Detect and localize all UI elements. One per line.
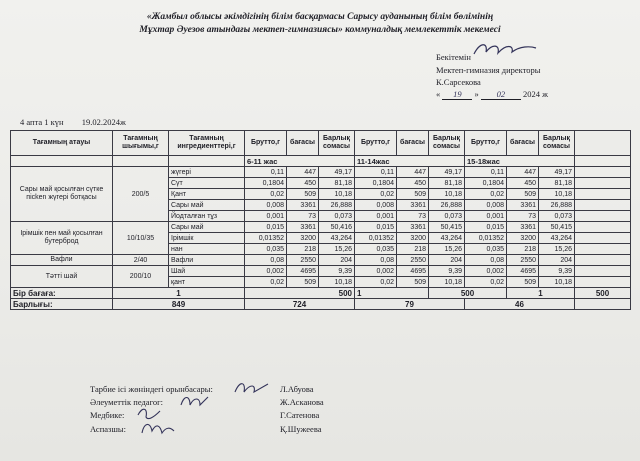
approval-day: 19 [442,89,472,100]
col-total-1: Барлық сомасы [319,131,355,156]
total-value: 43,264 [429,233,465,244]
institution-title-line-2: Мұхтар Әуезов атындағы мектеп-гимназиясы» коммуналдық мемлекеттік мекемесі [139,25,501,35]
total-value: 15,26 [429,244,465,255]
gross-value: 0,002 [245,266,287,277]
price-value: 2550 [287,255,319,266]
menu-date-line [20,117,126,127]
gross-value: 0,035 [355,244,397,255]
dish-name: Сары май қосылған сүтке пісken жүгері ботқасы [11,167,113,222]
col-spacer [575,131,631,156]
signature-social-pedagogue [178,393,212,411]
total-value: 26,888 [429,200,465,211]
price-value: 450 [287,178,319,189]
col-dish: Тағамның атауы [11,131,113,156]
week-day-label: 4 апта 1 күн [20,117,64,127]
ingredient-name: Қант [169,189,245,200]
gross-value: 0,02 [245,189,287,200]
gross-value: 0,02 [355,189,397,200]
total-all-row: Барлығы: 849 724 79 46 [11,299,631,310]
ingredient-name: Сүт [169,178,245,189]
price-value: 3361 [507,200,539,211]
col-gross-3: Брутто,г [465,131,507,156]
ingredient-row [11,167,631,178]
ingredient-name: Сары май [169,222,245,233]
staff-name-social-pedagogue: Ж.Асканова [280,397,324,407]
total-value: 50,415 [539,222,575,233]
total-value: 10,18 [539,277,575,288]
col-price-1: бағасы [287,131,319,156]
col-price-2: бағасы [397,131,429,156]
price-value: 2550 [507,255,539,266]
gross-value: 0,035 [245,244,287,255]
gross-value: 0,1804 [465,178,507,189]
price-value: 3200 [397,233,429,244]
total-value: 204 [539,255,575,266]
price-value: 3200 [287,233,319,244]
gross-value: 0,08 [465,255,507,266]
staff-role-deputy: Тарбие ісі жөніндегі орынбасары: [90,384,213,394]
institution-title-line-1: «Жамбыл облысы әкімдігінің білім басқармасы Сарысу ауданының білім бөлімінің [146,12,494,22]
price-value: 73 [507,211,539,222]
gross-value: 0,08 [355,255,397,266]
price-value: 218 [507,244,539,255]
staff-name-deputy: Л.Абуова [280,384,314,394]
ingredient-name: жүгері [169,167,245,178]
gross-value: 0,02 [465,189,507,200]
gross-value: 0,002 [465,266,507,277]
gross-value: 0,035 [465,244,507,255]
staff-role-social-pedagogue: Әлеуметтік педагог: [90,397,163,407]
gross-value: 0,11 [355,167,397,178]
price-value: 218 [287,244,319,255]
price-value: 73 [287,211,319,222]
ingredient-name: Вафли [169,255,245,266]
total-value: 50,416 [319,222,355,233]
dish-name: Вафли [11,255,113,266]
gross-value: 0,008 [465,200,507,211]
price-value: 4695 [397,266,429,277]
ingredient-name: Ірімшік [169,233,245,244]
price-value: 509 [507,189,539,200]
menu-table [10,130,631,310]
signature-deputy [232,378,272,398]
total-all-label: Барлығы: [11,299,113,310]
staff-role-cook: Аспазшы: [90,424,126,434]
gross-value: 0,02 [355,277,397,288]
total-value: 204 [429,255,465,266]
gross-value: 0,1804 [245,178,287,189]
col-price-3: бағасы [507,131,539,156]
price-value: 447 [397,167,429,178]
price-value: 509 [287,189,319,200]
gross-value: 0,008 [355,200,397,211]
price-value: 3361 [287,222,319,233]
total-value: 204 [319,255,355,266]
total-value: 10,18 [319,189,355,200]
ingredient-row [11,266,631,277]
total-value: 26,888 [319,200,355,211]
approval-date: « 19 » 02 2024 ж [436,89,548,99]
menu-date: 19.02.2024ж [81,117,126,127]
price-value: 509 [287,277,319,288]
gross-value: 0,002 [355,266,397,277]
table-header-row [11,131,631,156]
approval-year: 2024 ж [523,89,548,99]
total-value: 49,17 [539,167,575,178]
price-value: 2550 [397,255,429,266]
gross-value: 0,015 [465,222,507,233]
total-value: 81,18 [539,178,575,189]
total-value: 49,17 [429,167,465,178]
staff-name-nurse: Г.Сатенова [280,410,320,420]
gross-value: 0,001 [355,211,397,222]
total-value: 9,39 [429,266,465,277]
staff-role-nurse: Медбике: [90,410,125,420]
gross-value: 0,01352 [245,233,287,244]
price-value: 447 [507,167,539,178]
ingredient-name: қант [169,277,245,288]
price-value: 73 [397,211,429,222]
ingredient-name: Сары май [169,200,245,211]
col-total-3: Барлық сомасы [539,131,575,156]
dish-name: Тәтті шай [11,266,113,288]
price-value: 509 [507,277,539,288]
gross-value: 0,01352 [355,233,397,244]
approval-month: 02 [481,89,521,100]
dish-yield: 2/40 [113,255,169,266]
total-value: 81,18 [319,178,355,189]
ingredient-name: нан [169,244,245,255]
gross-value: 0,02 [465,277,507,288]
approval-position: Мектеп-гимназия директоры [436,65,541,75]
price-value: 3200 [507,233,539,244]
price-value: 3361 [397,222,429,233]
gross-value: 0,11 [245,167,287,178]
total-value: 10,18 [319,277,355,288]
gross-value: 0,1804 [355,178,397,189]
price-value: 218 [397,244,429,255]
price-value: 3361 [397,200,429,211]
total-value: 49,17 [319,167,355,178]
price-value: 509 [397,189,429,200]
signature-cook [138,419,178,439]
total-value: 43,264 [319,233,355,244]
age-group-row [11,156,631,167]
approval-name: К.Сарсекова [436,77,481,87]
ingredient-name: Шай [169,266,245,277]
col-gross-2: Брутто,г [355,131,397,156]
gross-value: 0,11 [465,167,507,178]
gross-value: 0,015 [245,222,287,233]
price-value: 450 [397,178,429,189]
gross-value: 0,08 [245,255,287,266]
price-value: 4695 [287,266,319,277]
approval-label: Бекітемін [436,52,471,62]
total-value: 15,26 [319,244,355,255]
total-value: 0,073 [539,211,575,222]
total-one-label: Бір бағаға: [11,288,113,299]
dish-name: Ірімшік пен май қосылған бутерброд [11,222,113,255]
total-value: 0,073 [319,211,355,222]
dish-yield: 200/10 [113,266,169,288]
total-value: 50,415 [429,222,465,233]
gross-value: 0,008 [245,200,287,211]
total-value: 9,39 [539,266,575,277]
price-value: 509 [397,277,429,288]
total-value: 0,073 [429,211,465,222]
gross-value: 0,001 [245,211,287,222]
dish-yield: 200/5 [113,167,169,222]
gross-value: 0,01352 [465,233,507,244]
ingredient-row [11,255,631,266]
price-value: 3361 [287,200,319,211]
age-group-3: 15-18жас [465,156,575,167]
total-value: 81,18 [429,178,465,189]
gross-value: 0,015 [355,222,397,233]
total-value: 10,18 [429,189,465,200]
total-value: 43,264 [539,233,575,244]
gross-value: 0,02 [245,277,287,288]
age-group-1: 6-11 жас [245,156,355,167]
price-value: 447 [287,167,319,178]
total-value: 9,39 [319,266,355,277]
price-value: 4695 [507,266,539,277]
total-value: 15,26 [539,244,575,255]
total-value: 10,18 [429,277,465,288]
total-value: 26,888 [539,200,575,211]
total-one-row: Бір бағаға: 1 500 1 500 1 500 [11,288,631,299]
gross-value: 0,001 [465,211,507,222]
director-signature [470,38,540,60]
ingredient-row [11,222,631,233]
dish-yield: 10/10/35 [113,222,169,255]
col-gross-1: Брутто,г [245,131,287,156]
price-value: 450 [507,178,539,189]
staff-name-cook: Қ.Шужеева [280,424,322,434]
col-total-2: Барлық сомасы [429,131,465,156]
age-group-2: 11-14жас [355,156,465,167]
col-yield: Тағамның шығымы,г [113,131,169,156]
total-value: 10,18 [539,189,575,200]
col-ingredient: Тағамның ингредиенттері,г [169,131,245,156]
price-value: 3361 [507,222,539,233]
ingredient-name: Йодталған тұз [169,211,245,222]
